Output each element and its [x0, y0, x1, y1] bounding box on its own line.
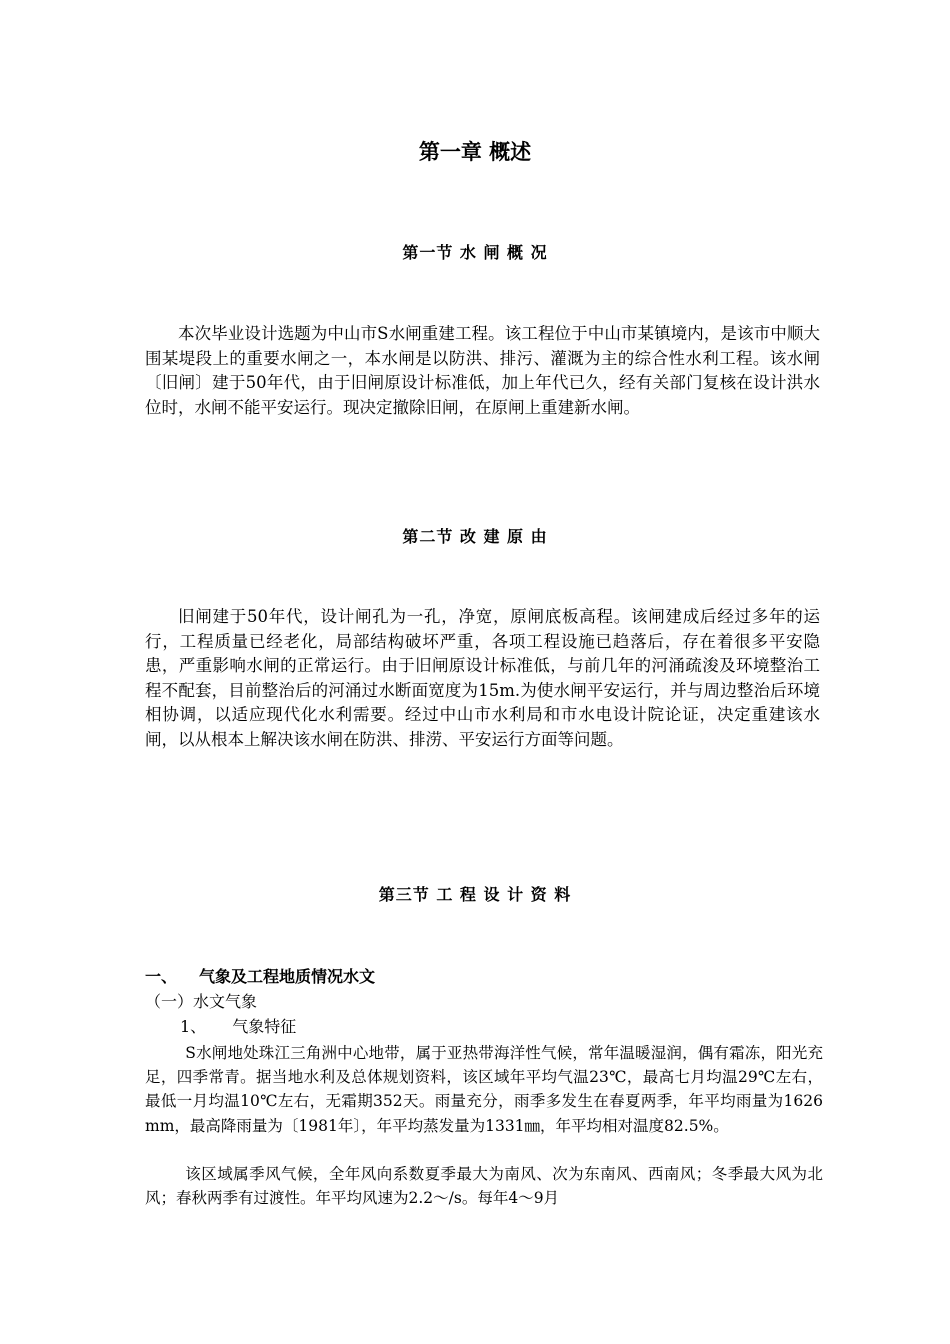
section-3-paragraph-1: S水闸地处珠江三角洲中心地带，属于亚热带海洋性气候，常年温暖湿润，偶有霜冻，阳光充足，四季常青。据当地水利及总体规划资料，该区域年平均气温23℃，最高七月均温29℃左右，最低一月均温10℃左右，无霜期352天。雨量充分，雨季多发生在春夏两季，年平均雨量为1626 mm，最高降雨量为〔1981年〕，年平均蒸发量为1331㎜，年平均相对温度82.5%。: [145, 1044, 823, 1135]
subsection-heading-2: （一）水文气象: [145, 992, 258, 1011]
chapter-title: 第一章 概述: [418, 140, 532, 164]
heading-number: 1、: [180, 1017, 207, 1036]
subsection-heading-1: [145, 965, 375, 989]
section-title-2: 第二节 改 建 原 由: [402, 527, 548, 546]
heading-text: 气象及工程地质情况水文: [199, 967, 376, 986]
section-2-paragraph: 旧闸建于50年代，设计闸孔为一孔，净宽，原闸底板高程。该闸建成后经过多年的运行，工程质量已经老化，局部结构破坏严重，各项工程设施已趋落后，存在着很多平安隐患，严重影响水闸的正常运行。由于旧闸原设计标准低，与前几年的河涌疏浚及环境整治工程不配套，目前整治后的河涌过水断面宽度为15m.为使水闸平安运行，并与周边整治后环境相协调，以适应现代化水利需要。经过中山市水利局和市水电设计院论证，决定重建该水闸，以从根本上解决该水闸在防洪、排涝、平安运行方面等问题。: [145, 607, 820, 749]
heading-text: 气象特征: [232, 1017, 297, 1036]
heading-number: 一、: [145, 967, 178, 986]
section-3-paragraph-2: 该区域属季风气候，全年风向系数夏季最大为南风、次为东南风、西南风；冬季最大风为北风；春秋两季有过渡性。年平均风速为2.2～/s。每年4～9月: [145, 1165, 823, 1208]
section-title-1: 第一节 水 闸 概 况: [402, 243, 548, 262]
section-1-paragraph: 本次毕业设计选题为中山市S水闸重建工程。该工程位于中山市某镇境内，是该市中顺大围某堤段上的重要水闸之一，本水闸是以防洪、排污、灌溉为主的综合性水利工程。该水闸〔旧闸〕建于50年代，由于旧闸原设计标准低，加上年代已久，经有关部门复核在设计洪水位时，水闸不能平安运行。现决定撤除旧闸，在原闸上重建新水闸。: [145, 324, 820, 417]
section-title-3: 第三节 工 程 设 计 资 料: [378, 885, 572, 904]
subsection-heading-3: [180, 1015, 296, 1039]
